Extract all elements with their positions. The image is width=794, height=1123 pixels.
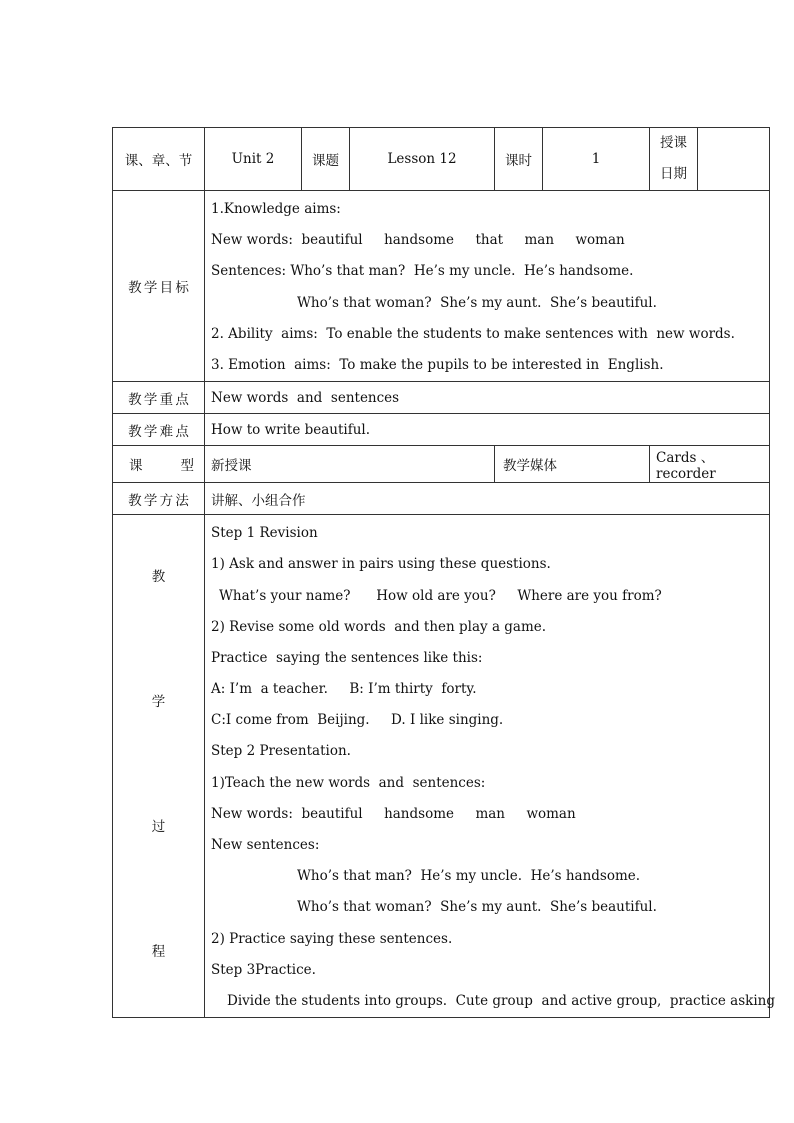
process-label-char: 学	[151, 694, 166, 711]
process-line: 1)Teach the new words and sentences:	[211, 774, 486, 791]
methods-label: 教 学 方 法	[113, 483, 205, 515]
date-label	[650, 128, 698, 191]
process-line: A: I’m a teacher. B: I’m thirty forty.	[211, 681, 477, 698]
key-points-row	[113, 382, 770, 414]
difficulties-label: 教 学 难 点	[113, 414, 205, 446]
process-line: Step 3Practice.	[211, 961, 316, 978]
process-line: 2) Practice saying these sentences.	[211, 930, 453, 947]
date-label-line-1: 授课	[660, 135, 687, 151]
lesson-type-row	[113, 446, 770, 483]
topic-value: Lesson 12	[350, 128, 495, 191]
process-line: Who’s that woman? She’s my aunt. She’s beautiful.	[297, 899, 657, 916]
objectives-line: New words: beautiful handsome that man woman	[211, 232, 625, 249]
difficulties-row	[113, 414, 770, 446]
process-label-char: 教	[151, 569, 166, 586]
methods-value: 讲解、小组合作	[205, 483, 770, 515]
key-points-value: New words and sentences	[205, 382, 770, 414]
key-points-label: 教 学 重 点	[113, 382, 205, 414]
lesson-type-label: 课 型	[113, 446, 205, 483]
process-line: Step 1 Revision	[211, 525, 318, 542]
process-line: 2) Revise some old words and then play a game.	[211, 618, 547, 635]
period-label: 课时	[495, 128, 543, 191]
period-value: 1	[543, 128, 650, 191]
difficulties-value: How to write beautiful.	[205, 414, 770, 446]
methods-row	[113, 483, 770, 515]
header-row	[113, 128, 770, 191]
objectives-label-chars: 教 学 目 标	[128, 280, 189, 297]
lesson-type-value: 新授课	[205, 446, 495, 483]
chapter-value: Unit 2	[205, 128, 302, 191]
process-line: New sentences:	[211, 837, 320, 853]
date-value	[698, 128, 770, 191]
media-value: Cards 、recorder	[650, 446, 770, 483]
objectives-content	[205, 191, 770, 382]
process-content	[205, 515, 775, 1018]
process-line: Divide the students into groups. Cute group and active group, practice asking	[227, 992, 775, 1009]
chapter-label: 课、章、节	[113, 128, 205, 191]
process-line: C:I come from Beijing. D. I like singing.	[211, 712, 504, 729]
date-label-line-2: 日期	[660, 166, 687, 182]
objectives-line: Who’s that woman? She’s my aunt. She’s beautiful.	[297, 294, 657, 311]
process-line: Step 2 Presentation.	[211, 743, 351, 760]
process-line: 1) Ask and answer in pairs using these questions.	[211, 556, 551, 573]
media-label: 教学媒体	[495, 446, 650, 483]
lesson-plan-table	[112, 127, 775, 1018]
process-label-char: 程	[151, 944, 166, 961]
objectives-line: 2. Ability aims: To enable the students to make sentences with new words.	[211, 325, 735, 342]
objectives-line: Sentences: Who’s that man? He’s my uncle. He’s handsome.	[211, 263, 634, 280]
process-row	[113, 515, 770, 1018]
process-line: Practice saying the sentences like this:	[211, 649, 483, 666]
objectives-label	[113, 191, 205, 382]
objectives-row	[113, 191, 770, 382]
process-label-char: 过	[151, 819, 166, 836]
process-line: Who’s that man? He’s my uncle. He’s handsome.	[297, 868, 641, 885]
objectives-line: 3. Emotion aims: To make the pupils to be interested in English.	[211, 356, 664, 373]
process-label	[113, 515, 205, 1018]
process-line: New words: beautiful handsome man woman	[211, 805, 576, 822]
objectives-line: 1.Knowledge aims:	[211, 201, 341, 217]
topic-label: 课题	[302, 128, 350, 191]
process-line: What’s your name? How old are you? Where are you from?	[219, 587, 662, 604]
